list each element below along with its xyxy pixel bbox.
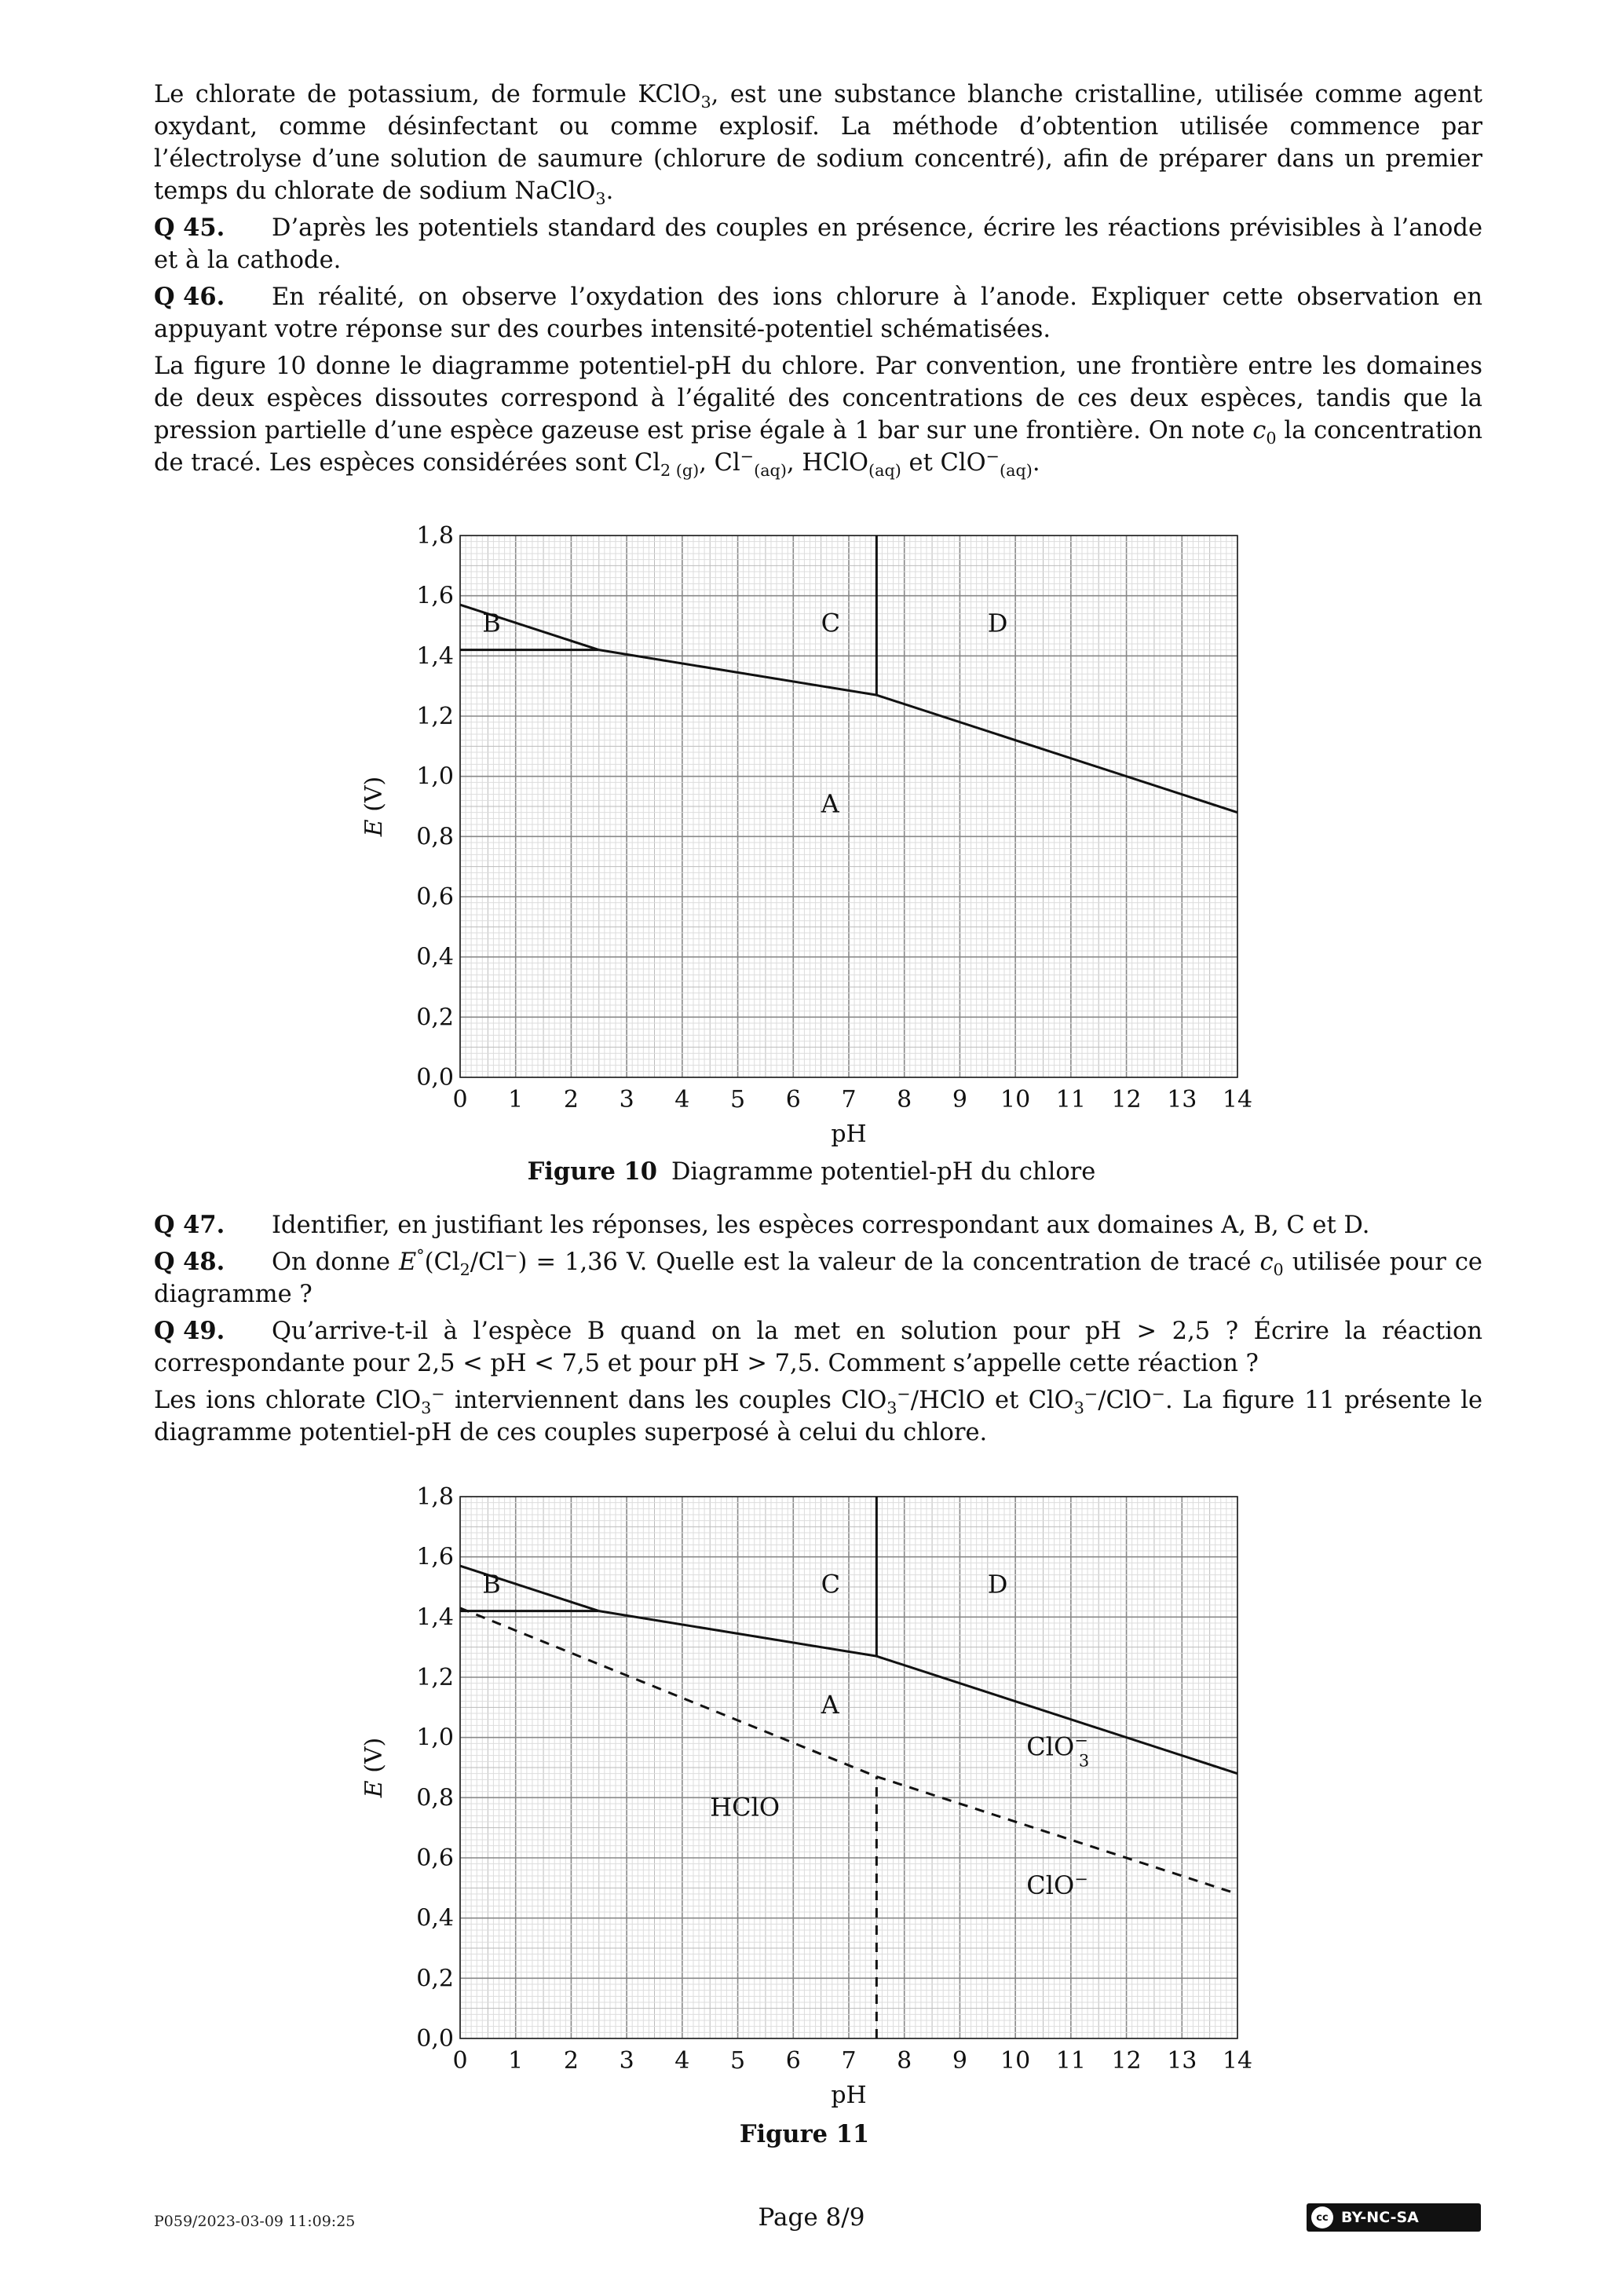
domain-label: C (821, 608, 841, 638)
frontier-line (460, 1566, 599, 1611)
intro-text-2: , est une substance blanche cristalline, utilisée comme agent oxydant, comme désinfectant ou comme explosif. La méthode d’obtention utilisée commence par l’électrolyse d’une solution de saumure (chlorure de sodium concentré), afin de préparer dans un premier temps du chlorate de sodium NaClO (154, 81, 1482, 205)
frontier-line (876, 695, 1237, 812)
x-tick-label: 4 (674, 2047, 690, 2075)
question-48 (154, 1246, 1482, 1311)
question-46-text: En réalité, on observe l’oxydation des ions chlorure à l’anode. Expliquer cette observation en appuyant votre réponse sur des courbes intensité-potentiel schématisées. (154, 283, 1482, 343)
question-46-label: Q 46. (154, 283, 225, 311)
figure-11-caption-label: Figure 11 (739, 2120, 870, 2148)
x-tick-label: 13 (1167, 2047, 1197, 2075)
x-tick-label: 0 (452, 1086, 468, 1113)
figure-10-chart (345, 520, 1288, 1164)
x-tick-label: 10 (1000, 1086, 1031, 1113)
x-tick-label: 8 (897, 1086, 912, 1113)
x-tick-label: 9 (952, 2047, 967, 2075)
x-tick-label: 2 (563, 1086, 579, 1113)
fig-intro-c0-sub: 0 (1266, 429, 1277, 448)
y-tick-label: 0,4 (416, 943, 454, 971)
x-tick-label: 0 (452, 2047, 468, 2075)
x-tick-label: 13 (1167, 1086, 1197, 1113)
domain-label: D (987, 1569, 1008, 1600)
chlorate-sub-a: 3 (421, 1398, 432, 1418)
x-tick-label: 6 (785, 2047, 801, 2075)
fig-intro-text-1: La figure 10 donne le diagramme potentiel-pH du chlore. Par convention, une frontière entre les domaines de deux espèces dissoutes correspond à l’égalité des concentrations de ces deux espèces, tandis que la pression partielle d’une espèce gazeuse est prise égale à 1 bar sur une frontière. On note (154, 353, 1482, 444)
x-tick-label: 11 (1055, 1086, 1086, 1113)
domain-label: ClO− 3 (1026, 1731, 1090, 1771)
fig-intro-cl2-sub: 2 (g) (660, 461, 700, 481)
fig-intro-clo: et ClO (901, 449, 986, 477)
q48-t1: On donne (272, 1249, 399, 1276)
y-tick-label: 0,6 (416, 1844, 454, 1872)
x-tick-label: 5 (730, 1086, 746, 1113)
x-tick-label: 3 (619, 1086, 634, 1113)
q48-t2: (Cl (424, 1249, 460, 1276)
question-47-label: Q 47. (154, 1211, 225, 1239)
figure-intro-paragraph (154, 350, 1482, 479)
x-tick-label: 3 (619, 2047, 634, 2075)
q48-t5: utilisée pour ce diagramme ? (154, 1249, 1482, 1308)
x-tick-label: 7 (841, 2047, 857, 2075)
footer-timestamp: P059/2023-03-09 11:09:25 (154, 2213, 356, 2230)
question-48-label: Q 48. (154, 1248, 225, 1276)
y-tick-label: 1,6 (416, 582, 454, 610)
domain-label: HClO (710, 1792, 780, 1823)
fig-intro-hclo-aq: (aq) (868, 461, 901, 481)
chlorate-sub-b: 3 (886, 1398, 897, 1418)
chlorate-t3: /HClO et ClO (910, 1387, 1074, 1414)
figure-10-caption (0, 1156, 1623, 1188)
fig-intro-c0: c (1252, 417, 1267, 444)
question-45-text: D’après les potentiels standard des couples en présence, écrire les réactions prévisibles à l’anode et à la cathode. (154, 214, 1482, 274)
chlorate-t4: /ClO (1098, 1387, 1152, 1414)
y-tick-label: 0,4 (416, 1904, 454, 1932)
y-tick-label: 0,8 (416, 1784, 454, 1812)
y-tick-label: 0,0 (416, 2025, 454, 2053)
x-tick-label: 5 (730, 2047, 746, 2075)
question-49 (154, 1315, 1482, 1380)
x-tick-label: 12 (1111, 1086, 1142, 1113)
x-axis-label: pH (831, 1121, 867, 1148)
x-tick-label: 8 (897, 2047, 912, 2075)
y-tick-label: 1,0 (416, 1724, 454, 1752)
x-tick-label: 12 (1111, 2047, 1142, 2075)
fig-intro-hclo: , HClO (786, 449, 869, 477)
q48-sup: − (504, 1245, 518, 1265)
y-axis-label: E (V) (360, 1737, 388, 1798)
x-tick-label: 7 (841, 1086, 857, 1113)
fig-intro-clo-aq: (aq) (1000, 461, 1033, 481)
figure-10-caption-label: Figure 10 (527, 1157, 657, 1186)
chlorate-t5: . La figure 11 présente le diagramme potentiel-pH de ces couples superposé à celui du chlore. (154, 1387, 1483, 1446)
y-tick-label: 0,6 (416, 883, 454, 911)
q48-c: c (1259, 1249, 1274, 1276)
domain-label: B (482, 608, 501, 638)
x-tick-label: 1 (508, 1086, 524, 1113)
domain-label: B (482, 1569, 501, 1600)
y-tick-label: 1,6 (416, 1543, 454, 1571)
y-tick-label: 1,4 (416, 642, 454, 671)
q48-t4: ) = 1,36 V. Quelle est la valeur de la concentration de tracé (517, 1249, 1260, 1276)
grid (460, 536, 1237, 1077)
intro-text-3: . (605, 177, 614, 205)
question-47-text: Identifier, en justifiant les réponses, les espèces correspondant aux domaines A, B, C et D. (272, 1212, 1370, 1239)
x-tick-label: 2 (563, 2047, 579, 2075)
intro-text-1: Le chlorate de potassium, de formule KClO (154, 81, 701, 108)
x-tick-label: 1 (508, 2047, 524, 2075)
y-tick-label: 1,8 (416, 1483, 454, 1511)
y-tick-label: 0,2 (416, 1004, 454, 1032)
intro-sub-1: 3 (700, 93, 711, 112)
figure-10-caption-text: Diagramme potentiel-pH du chlore (671, 1158, 1096, 1186)
fig-intro-cl-sup: − (740, 446, 755, 466)
domain-label: A (821, 1690, 839, 1720)
y-tick-label: 1,0 (416, 762, 454, 791)
figure-11-caption (0, 2119, 1623, 2151)
y-axis-label: E (V) (360, 776, 388, 837)
questions-block (154, 1209, 1482, 1453)
frontier-line (460, 605, 599, 650)
chlorate-sup-a: − (431, 1384, 445, 1403)
x-tick-label: 14 (1222, 1086, 1253, 1113)
y-tick-label: 0,2 (416, 1965, 454, 1993)
chlorate-t2: interviennent dans les couples ClO (444, 1387, 887, 1414)
domain-label: C (821, 1569, 841, 1600)
frontier-line (460, 1608, 876, 1777)
x-tick-label: 10 (1000, 2047, 1031, 2075)
x-tick-label: 14 (1222, 2047, 1253, 2075)
question-46 (154, 281, 1482, 345)
chlorate-intro-paragraph (154, 1384, 1482, 1449)
intro-block (154, 79, 1482, 484)
fig-intro-clo-sup: − (985, 446, 1000, 466)
y-tick-label: 1,2 (416, 1664, 454, 1691)
chlorate-sup-d: − (1151, 1384, 1166, 1403)
q48-t3: /Cl (470, 1249, 505, 1276)
chlorate-sup-c: − (1084, 1384, 1098, 1403)
x-axis-label: pH (831, 2082, 867, 2109)
license-badge[interactable] (1307, 2203, 1481, 2232)
y-tick-label: 0,0 (416, 1064, 454, 1091)
question-49-text: Qu’arrive-t-il à l’espèce B quand on la met en solution pour pH > 2,5 ? Écrire la réaction correspondante pour 2,5 < pH < 7,5 et pour pH > 7,5. Comment s’appelle cette réaction ? (154, 1318, 1482, 1377)
page-number: Page 8/9 (758, 2203, 865, 2232)
q48-csub: 0 (1273, 1260, 1284, 1280)
y-tick-label: 0,8 (416, 823, 454, 851)
chlorate-sup-b: − (897, 1384, 911, 1403)
domain-label: D (987, 608, 1008, 638)
x-tick-label: 4 (674, 1086, 690, 1113)
fig-intro-cl-aq: (aq) (754, 461, 787, 481)
question-45-label: Q 45. (154, 214, 225, 242)
figure-11-chart (345, 1481, 1288, 2125)
figure-10 (345, 520, 1288, 1164)
question-47 (154, 1209, 1482, 1241)
q48-sub2: 2 (459, 1260, 470, 1280)
x-tick-label: 11 (1055, 2047, 1086, 2075)
question-49-label: Q 49. (154, 1317, 225, 1345)
fig-intro-end: . (1032, 449, 1040, 477)
y-tick-label: 1,4 (416, 1603, 454, 1632)
fig-intro-text-2: la concentration de tracé. Les espèces considérées sont Cl (154, 417, 1482, 477)
creative-commons-icon: cc (1311, 2206, 1333, 2228)
q48-e: E (398, 1249, 417, 1276)
q48-deg: ° (416, 1245, 425, 1265)
license-text: BY-NC-SA (1341, 2209, 1419, 2226)
domain-label: ClO− (1026, 1870, 1088, 1900)
question-45 (154, 212, 1482, 276)
x-tick-label: 6 (785, 1086, 801, 1113)
intro-paragraph (154, 79, 1482, 207)
grid (460, 1497, 1237, 2038)
y-tick-label: 1,2 (416, 703, 454, 730)
intro-sub-2: 3 (595, 189, 606, 209)
x-tick-label: 9 (952, 1086, 967, 1113)
y-tick-label: 1,8 (416, 522, 454, 550)
domain-label: A (821, 788, 839, 819)
fig-intro-cl: , Cl (699, 449, 740, 477)
figure-11 (345, 1481, 1288, 2125)
chlorate-sub-c: 3 (1073, 1398, 1084, 1418)
chlorate-t1: Les ions chlorate ClO (154, 1387, 422, 1414)
